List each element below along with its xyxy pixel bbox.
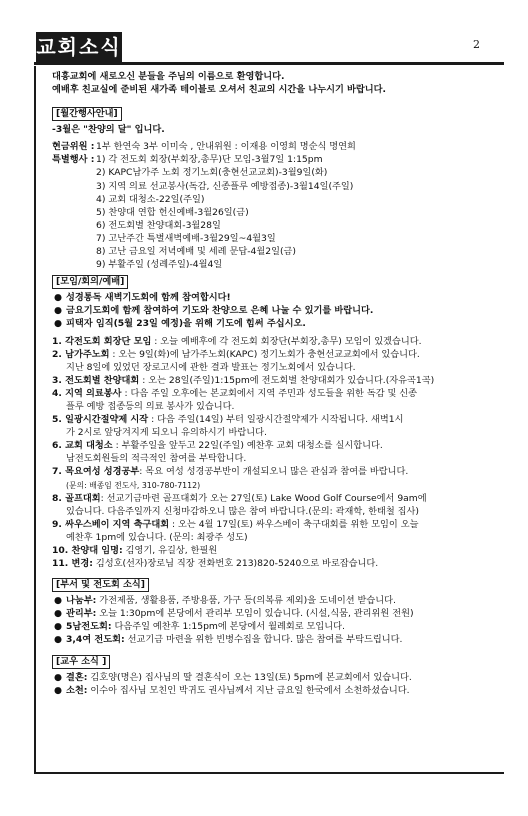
bullet-icon: ●	[54, 684, 63, 696]
bullet-icon: ●	[54, 292, 63, 304]
left-border	[34, 66, 36, 774]
event-item: 7) 고난주간 특별새벽예배-3월29일~4월3일	[96, 232, 276, 244]
monthly-theme: -3월은 "찬양의 달" 입니다.	[52, 124, 165, 136]
event-item: 9) 부활주일 (성례주일)-4월4일	[96, 259, 223, 271]
page-header	[34, 30, 504, 64]
welcome-greeting	[52, 70, 500, 96]
notice-item: 5. 일광시간절약제 시작 : 다음 주일(14일) 부터 일광시간절약제가 시작됩니다. 새벽1시 가 2시로 앞당겨지게 되오니 유의하시기 바랍니다.	[52, 414, 404, 439]
contact-note: (문의: 배종임 전도사, 310-780-7112)	[66, 480, 201, 490]
bullet-icon: ●	[54, 595, 63, 607]
ushers-text: 1부 한연숙 3부 이미숙 , 안내위원 : 이재용 이영희 명순식 명연희	[96, 141, 356, 153]
member-news-item: ● 소천: 이수아 집사님 모친인 박귀도 권사님께서 지난 금요일 한국에서 소천하셨습니다.	[54, 684, 410, 696]
bullet-icon: ●	[54, 621, 63, 633]
section-monthly-label: [월간행사안내]	[52, 107, 122, 121]
mission-item: ● 3,4여 전도회: 선교기금 마련을 위한 빈병수집을 합니다. 많은 참여를 부탁드립니다.	[54, 634, 403, 646]
bullet-icon: ●	[54, 305, 63, 317]
greeting-line: 대흥교회에 새로오신 분들을 주님의 이름으로 환영합니다.	[52, 71, 285, 82]
bulletin-page	[34, 30, 504, 774]
greeting-line: 예배후 친교실에 준비된 새가족 테이블로 오셔서 친교의 시간을 나누시기 바랍니다.	[52, 84, 387, 96]
event-item: 특별행사 : 1) 각 전도회 회장(부회장,총무)단 모임-3월7일 1:15pm	[52, 154, 323, 166]
event-item: 8) 고난 금요일 저녁예배 및 세례 문답-4월2일(금)	[96, 246, 297, 258]
notice-item: 1. 각전도회 회장단 모임 : 오늘 예배후에 각 전도회 회장단(부회장,총무) 모임이 있겠습니다.	[52, 335, 422, 347]
meeting-bullet: ● 금요기도회에 함께 참여하여 기도와 찬양으로 은혜 나눌 수 있기를 바랍니다.	[54, 305, 374, 317]
event-item: 5) 찬양대 연합 헌신예배-3월26일(금)	[96, 206, 249, 218]
section-meetings-label: [모임/회의/예배]	[52, 275, 128, 289]
event-item: 2) KAPC남가주 노회 정기노회(충현선교교회)-3월9일(화)	[96, 167, 328, 179]
notice-item: 8. 골프대회: 선교기금마련 골프대회가 오는 27일(토) Lake Wood Golf Course에서 9am에 있습니다. 다음주일까지 신청마감하오니 많은 참여 바랍니다.(문의: 곽재학, 한태철 집사)	[52, 492, 427, 517]
notice-item: 3. 전도회별 찬양대회 : 오는 28일(주일)1:15pm에 전도회별 찬양대회가 있습니다.(자유곡1곡)	[52, 374, 435, 386]
notice-item: 6. 교회 대청소 : 부활주일을 앞두고 22일(주일) 예찬후 교회 대청소를 실시합니다. 남전도회원들의 적극적인 참여를 부탁합니다.	[52, 440, 383, 465]
section-members-label: [교우 소식 ]	[52, 655, 110, 669]
section-missions-label: [부서 및 전도회 소식]	[52, 578, 149, 592]
event-item: 6) 전도회별 찬양대회-3월28일	[96, 219, 221, 231]
events-label: 특별행사 :	[52, 154, 95, 166]
bullet-icon: ●	[54, 634, 63, 646]
ushers-line	[52, 140, 500, 153]
mission-item: ● 5남전도회: 다음주일 예찬후 1:15pm에 본당에서 월례회로 모입니다.	[54, 621, 345, 633]
mission-item: ● 관리부: 오늘 1:30pm에 본당에서 관리부 모임이 있습니다. (시설,식뭄, 관리위원 전원)	[54, 608, 414, 620]
bullet-icon: ●	[54, 608, 63, 620]
bullet-icon: ●	[54, 671, 63, 683]
bulletin-content	[52, 70, 500, 697]
page-title: 교회소식	[36, 32, 122, 62]
header-divider	[34, 62, 504, 65]
member-news-item: ● 결혼: 김호양(명은) 집사님의 딸 결혼식이 오는 13일(토) 5pm에 본교회에서 있습니다.	[54, 671, 412, 683]
ushers-label: 현금위원 :	[52, 141, 95, 153]
notice-item: 7. 목요여성 성경공부: 목요 여성 성경공부반이 개설되오니 많은 관심과 참여를 바랍니다. (문의: 배종임 전도사, 310-780-7112)	[52, 465, 500, 491]
notice-item: 11. 변경: 김성호(선자)장로님 직장 전화번호 213)820-5240으로 바로잡습니다.	[52, 558, 379, 570]
notice-item: 4. 지역 의료봉사 : 다음 주일 오후에는 본교회에서 지역 주민과 성도들을 위한 독감 및 신종 플루 예방 접종등의 의료 봉사가 있습니다.	[52, 387, 418, 412]
bottom-border	[34, 772, 504, 774]
meeting-bullet: ● 성경통독 새벽기도회에 함께 참여합시다!	[54, 292, 231, 304]
event-item: 3) 지역 의료 선교봉사(독감, 신종플루 예방접종)-3월14일(주일)	[96, 180, 354, 192]
notice-item: 2. 남가주노회 : 오는 9일(화)에 남가주노회(KAPC) 정기노회가 충현선교교회에서 있습니다. 지난 8일에 있었던 장로고시에 관한 결과 발표는 정기노회에서 있습니다.	[52, 348, 420, 373]
meeting-bullet: ● 피택자 임직(5월 23일 예정)을 위해 기도에 힘써 주십시오.	[54, 318, 306, 330]
page-number: 2	[473, 38, 480, 51]
bullet-icon: ●	[54, 318, 63, 330]
notice-item: 10. 찬양대 임명: 김영기, 유길상, 한필원	[52, 545, 218, 556]
mission-item: ● 나눔부: 가전제품, 생활용품, 주방용품, 가구 등(의복류 제외)을 도네이션 받습니다.	[54, 595, 396, 607]
notice-item: 9. 싸우스베이 지역 축구대회 : 오는 4월 17일(토) 싸우스베이 축구대회를 위한 모임이 오늘 예찬후 1pm에 있습니다. (문의: 최광주 성도)	[52, 518, 419, 543]
event-item: 4) 교회 대청소-22일(주일)	[96, 193, 205, 205]
